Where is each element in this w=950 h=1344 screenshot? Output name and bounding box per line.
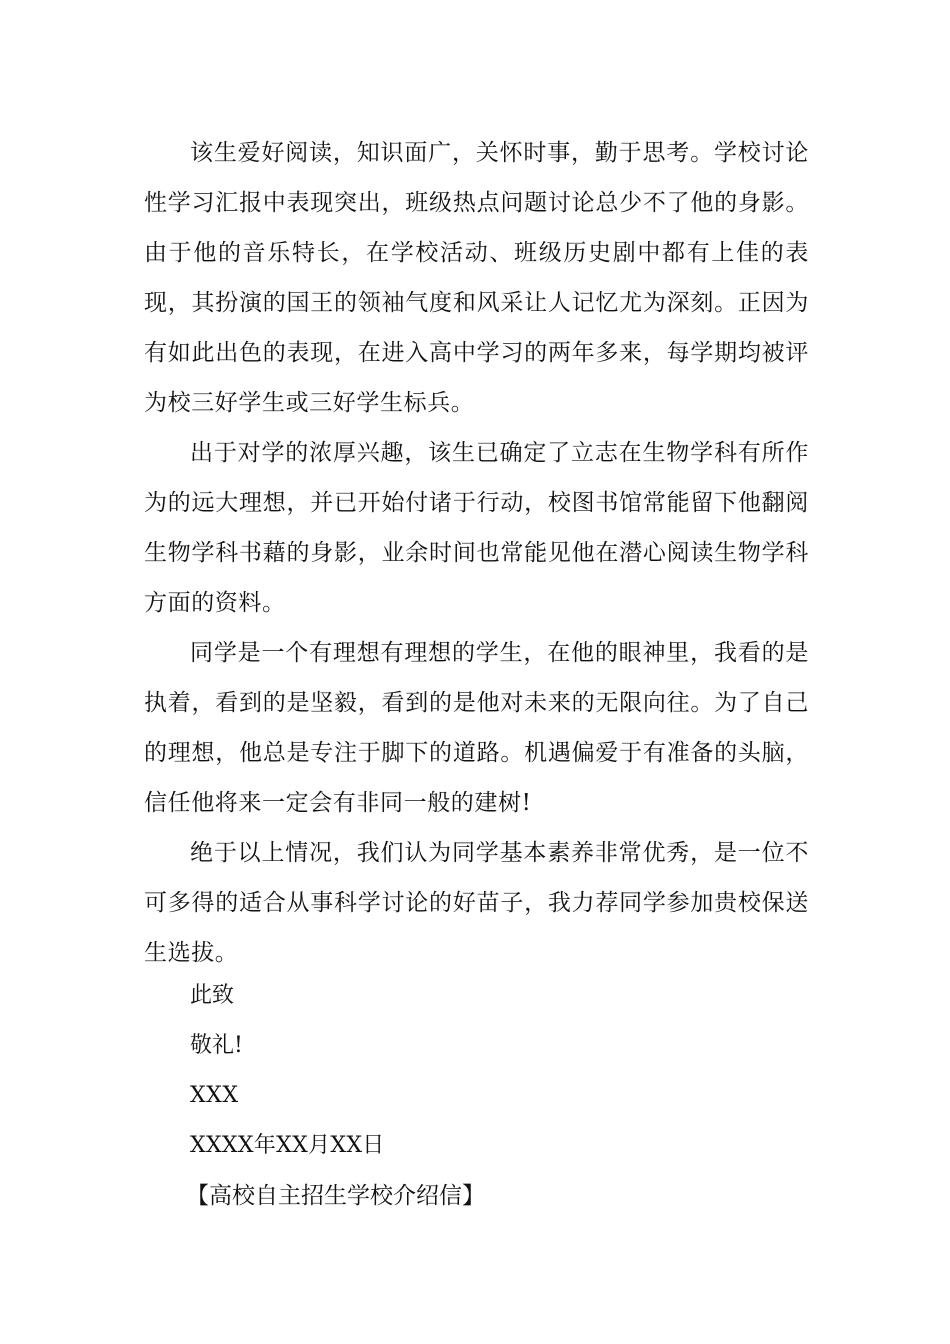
- paragraph-recommendation: 绝于以上情况，我们认为同学基本素养非常优秀，是一位不可多得的适合从事科学讨论的好苗子，我力荐同学参加贵校保送生选拔。: [144, 840, 809, 966]
- closing-salutation: 此致: [190, 983, 235, 1008]
- signature: XXX: [190, 1083, 239, 1108]
- letter-date: XXXX年XX月XX日: [190, 1133, 385, 1158]
- paragraph-biology-interest: 出于对学的浓厚兴趣，该生已确定了立志在生物学科有所作为的远大理想，并已开始付诸于行动，校图书馆常能留下他翻阅生物学科书藉的身影，业余时间也常能见他在潜心阅读生物学科方面的资料。: [144, 440, 809, 616]
- paragraph-ideals: 同学是一个有理想有理想的学生，在他的眼神里，我看的是执着，看到的是坚毅，看到的是他对未来的无限向往。为了自己的理想，他总是专注于脚下的道路。机遇偏爱于有准备的头脑，信任他将来一定会有非同一般的建树!: [144, 640, 809, 816]
- letter-body: [144, 128, 809, 978]
- section-heading: 【高校自主招生学校介绍信】: [186, 1183, 485, 1209]
- paragraph-student-performance: 该生爱好阅读，知识面广，关怀时事，勤于思考。学校讨论性学习汇报中表现突出，班级热点问题讨论总少不了他的身影。由于他的音乐特长，在学校活动、班级历史剧中都有上佳的表现，其扮演的国王的领袖气度和风采让人记忆尤为深刻。正因为有如此出色的表现，在进入高中学习的两年多来，每学期均被评为校三好学生或三好学生标兵。: [144, 140, 809, 416]
- closing-regards: 敬礼!: [190, 1033, 243, 1058]
